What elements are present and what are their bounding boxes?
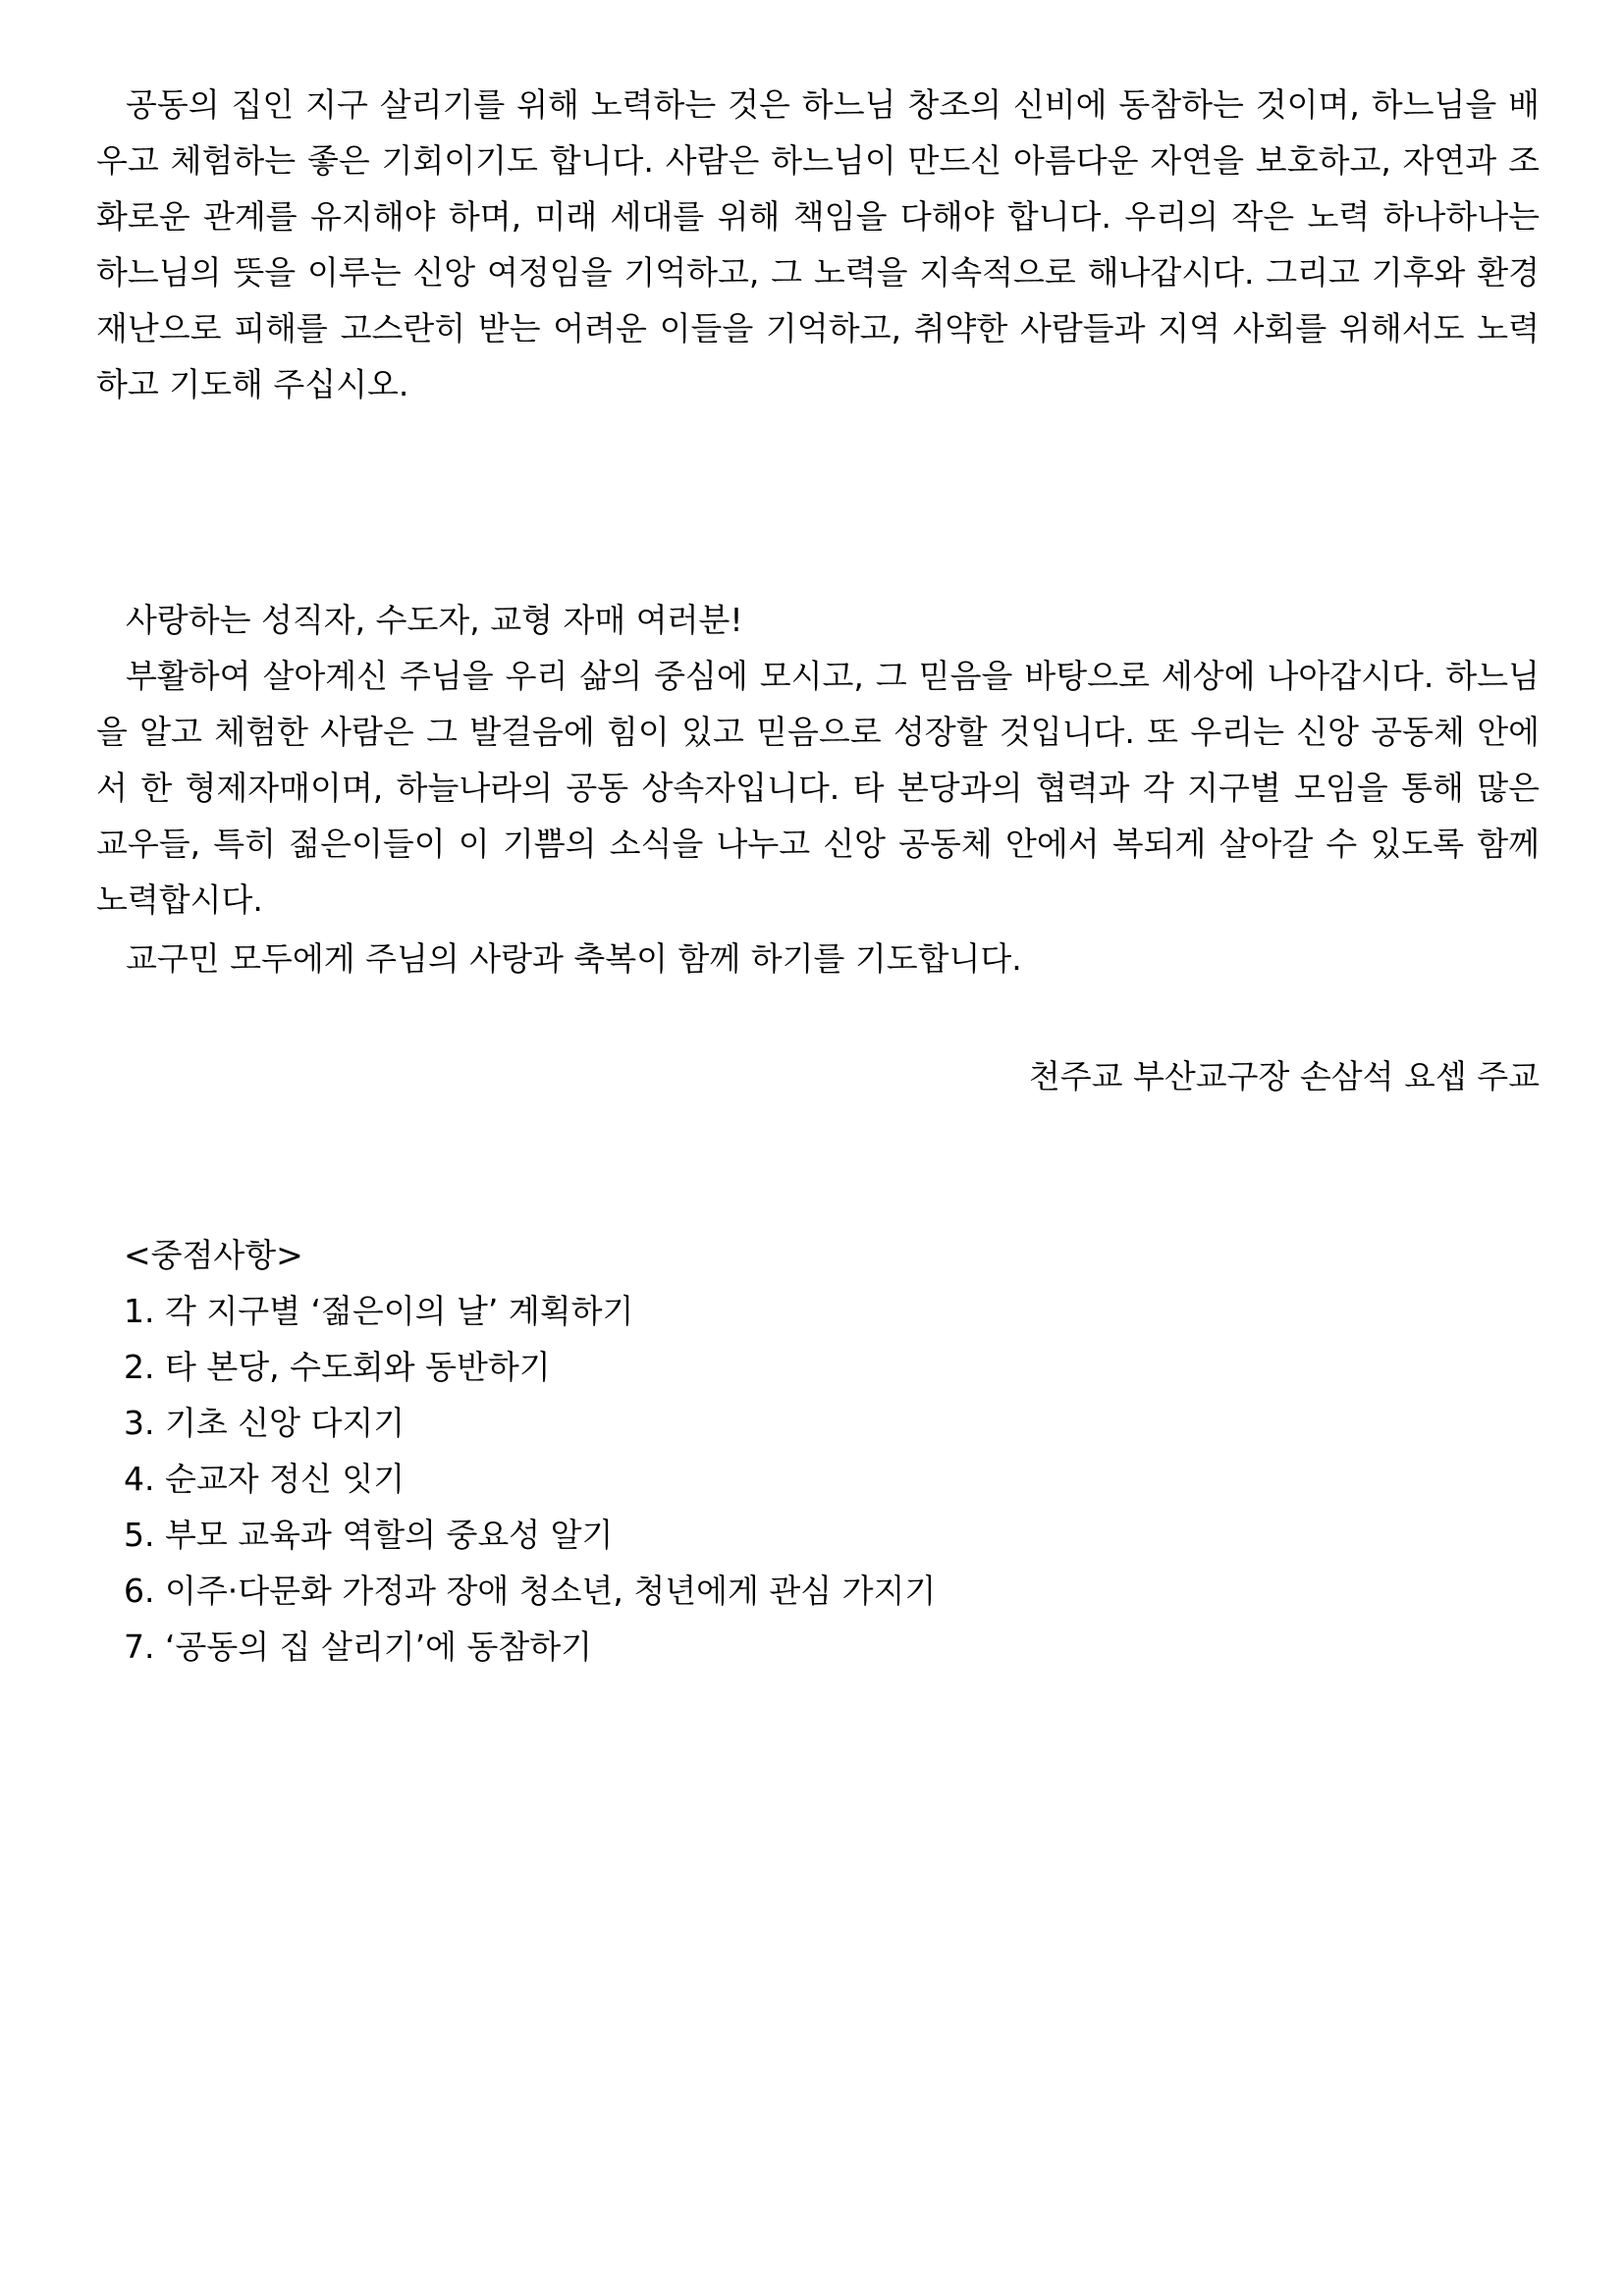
- closing-prayer: 교구민 모두에게 주님의 사랑과 축복이 함께 하기를 기도합니다.: [126, 939, 1022, 978]
- body-paragraph-ecology: 공동의 집인 지구 살리기를 위해 노력하는 것은 하느님 창조의 신비에 동참하는 것이며, 하느님을 배우고 체험하는 좋은 기회이기도 합니다. 사람은 하느님이 만드신 아름다운 자연을 보호하고, 자연과 조화로운 관계를 유지해야 하며, 미래 세대를 위해 책임을 다해야 합니다. 우리의 작은 노력 하나하나는 하느님의 뜻을 이루는 신앙 여정임을 기억하고, 그 노력을 지속적으로 해나갑시다. 그리고 기후와 환경 재난으로 피해를 고스란히 받는 어려운 이들을 기억하고, 취약한 사람들과 지역 사회를 위해서도 노력하고 기도해 주십시오.: [96, 85, 1540, 403]
- focus-item: 7. ‘공동의 집 살리기’에 동참하기: [124, 1628, 592, 1666]
- focus-item: 6. 이주·다문화 가정과 장애 청소년, 청년에게 관심 가지기: [124, 1572, 937, 1610]
- focus-item: 5. 부모 교육과 역할의 중요성 알기: [124, 1516, 614, 1554]
- focus-item: 1. 각 지구별 ‘젊은이의 날’ 계획하기: [124, 1292, 634, 1330]
- salutation: 사랑하는 성직자, 수도자, 교형 자매 여러분!: [126, 601, 743, 639]
- focus-item: 4. 순교자 정신 잇기: [124, 1460, 406, 1498]
- body-paragraph-faith: 부활하여 살아계신 주님을 우리 삶의 중심에 모시고, 그 믿음을 바탕으로 세상에 나아갑시다. 하느님을 알고 체험한 사람은 그 발걸음에 힘이 있고 믿음으로 성장할 것입니다. 또 우리는 신앙 공동체 안에서 한 형제자매이며, 하늘나라의 공동 상속자입니다. 타 본당과의 협력과 각 지구별 모임을 통해 많은 교우들, 특히 젊은이들이 이 기쁨의 소식을 나누고 신앙 공동체 안에서 복되게 살아갈 수 있도록 함께 노력합시다.: [96, 657, 1540, 919]
- focus-section-title: <중점사항>: [124, 1236, 303, 1274]
- signature: 천주교 부산교구장 손삼석 요셉 주교: [1028, 1057, 1540, 1095]
- focus-item: 3. 기초 신앙 다지기: [124, 1404, 406, 1442]
- focus-item: 2. 타 본당, 수도회와 동반하기: [124, 1348, 551, 1386]
- focus-list: [124, 1283, 936, 1675]
